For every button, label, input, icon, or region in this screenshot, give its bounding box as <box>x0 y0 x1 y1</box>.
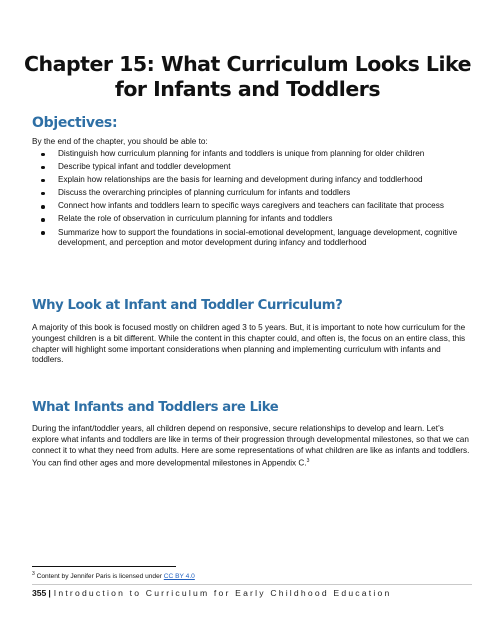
chapter-title-line-2: for Infants and Toddlers <box>114 77 381 101</box>
objective-text: Connect how infants and toddlers learn to specific ways caregivers and teachers can facilitate that process <box>58 201 444 211</box>
objective-item <box>32 188 472 199</box>
chapter-title <box>20 52 475 102</box>
objective-item <box>32 201 472 212</box>
footnote <box>32 570 195 581</box>
objective-text: Explain how relationships are the basis for learning and development during infancy and toddlerhood <box>58 175 423 185</box>
chapter-title-line-1: Chapter 15: What Curriculum Looks Like <box>24 52 471 76</box>
objective-text: Describe typical infant and toddler development <box>58 162 231 172</box>
footnote-text: Content by Jennifer Paris is licensed under <box>34 573 164 581</box>
bullet-icon <box>41 153 45 157</box>
bullet-icon <box>41 192 45 196</box>
footer-separator: | <box>48 588 51 598</box>
objective-text: Relate the role of observation in curriculum planning for infants and toddlers <box>58 214 333 224</box>
page-number: 355 <box>32 588 47 598</box>
footnote-reference[interactable]: 3 <box>306 458 310 465</box>
objectives-list <box>32 149 472 251</box>
page-footer <box>32 587 391 599</box>
section-body-what-text: During the infant/toddler years, all children depend on responsive, secure relationships to develop and learn. Let’s explore what infants and toddlers are like in terms of their progression through developmental milestones, so that we can connect it to what they need from adults. Here are some representations of what children are like as infants and toddlers. You can find other ages and more developmental milestones in Appendix C. <box>32 424 470 469</box>
objective-item <box>32 228 472 250</box>
bullet-icon <box>41 231 45 235</box>
objective-item <box>32 175 472 186</box>
objective-item <box>32 149 472 160</box>
bullet-icon <box>41 205 45 209</box>
bullet-icon <box>41 218 45 222</box>
objectives-heading: Objectives: <box>32 115 118 131</box>
objective-text: Discuss the overarching principles of planning curriculum for infants and toddlers <box>58 188 351 198</box>
book-title: Introduction to Curriculum for Early Childhood Education <box>53 588 392 598</box>
objectives-intro: By the end of the chapter, you should be able to: <box>32 137 208 146</box>
objective-text: Summarize how to support the foundations in social-emotional development, language development, cognitive development, and perception and motor development during infancy and toddlerhood <box>58 227 458 248</box>
objective-item <box>32 214 472 225</box>
section-body-what <box>32 424 470 470</box>
footnote-divider <box>32 566 176 567</box>
license-link[interactable]: CC BY 4.0 <box>163 573 195 581</box>
footer-divider <box>32 584 472 585</box>
section-body-why: A majority of this book is focused mostly on children aged 3 to 5 years. But, it is important to note how curriculum for the youngest children is a bit different. While the content in this chapter could, and often is, the focus on an entire class, this chapter will highlight some important considerations when planning and implementing curriculum with infants and toddlers. <box>32 323 466 365</box>
bullet-icon <box>41 179 45 183</box>
objective-text: Distinguish how curriculum planning for infants and toddlers is unique from planning for older children <box>58 149 425 158</box>
objective-item <box>32 162 472 173</box>
bullet-icon <box>41 166 45 170</box>
footnote-marker: 3 <box>32 571 35 577</box>
section-heading-what: What Infants and Toddlers are Like <box>32 400 279 415</box>
section-heading-why: Why Look at Infant and Toddler Curriculum? <box>32 298 343 313</box>
